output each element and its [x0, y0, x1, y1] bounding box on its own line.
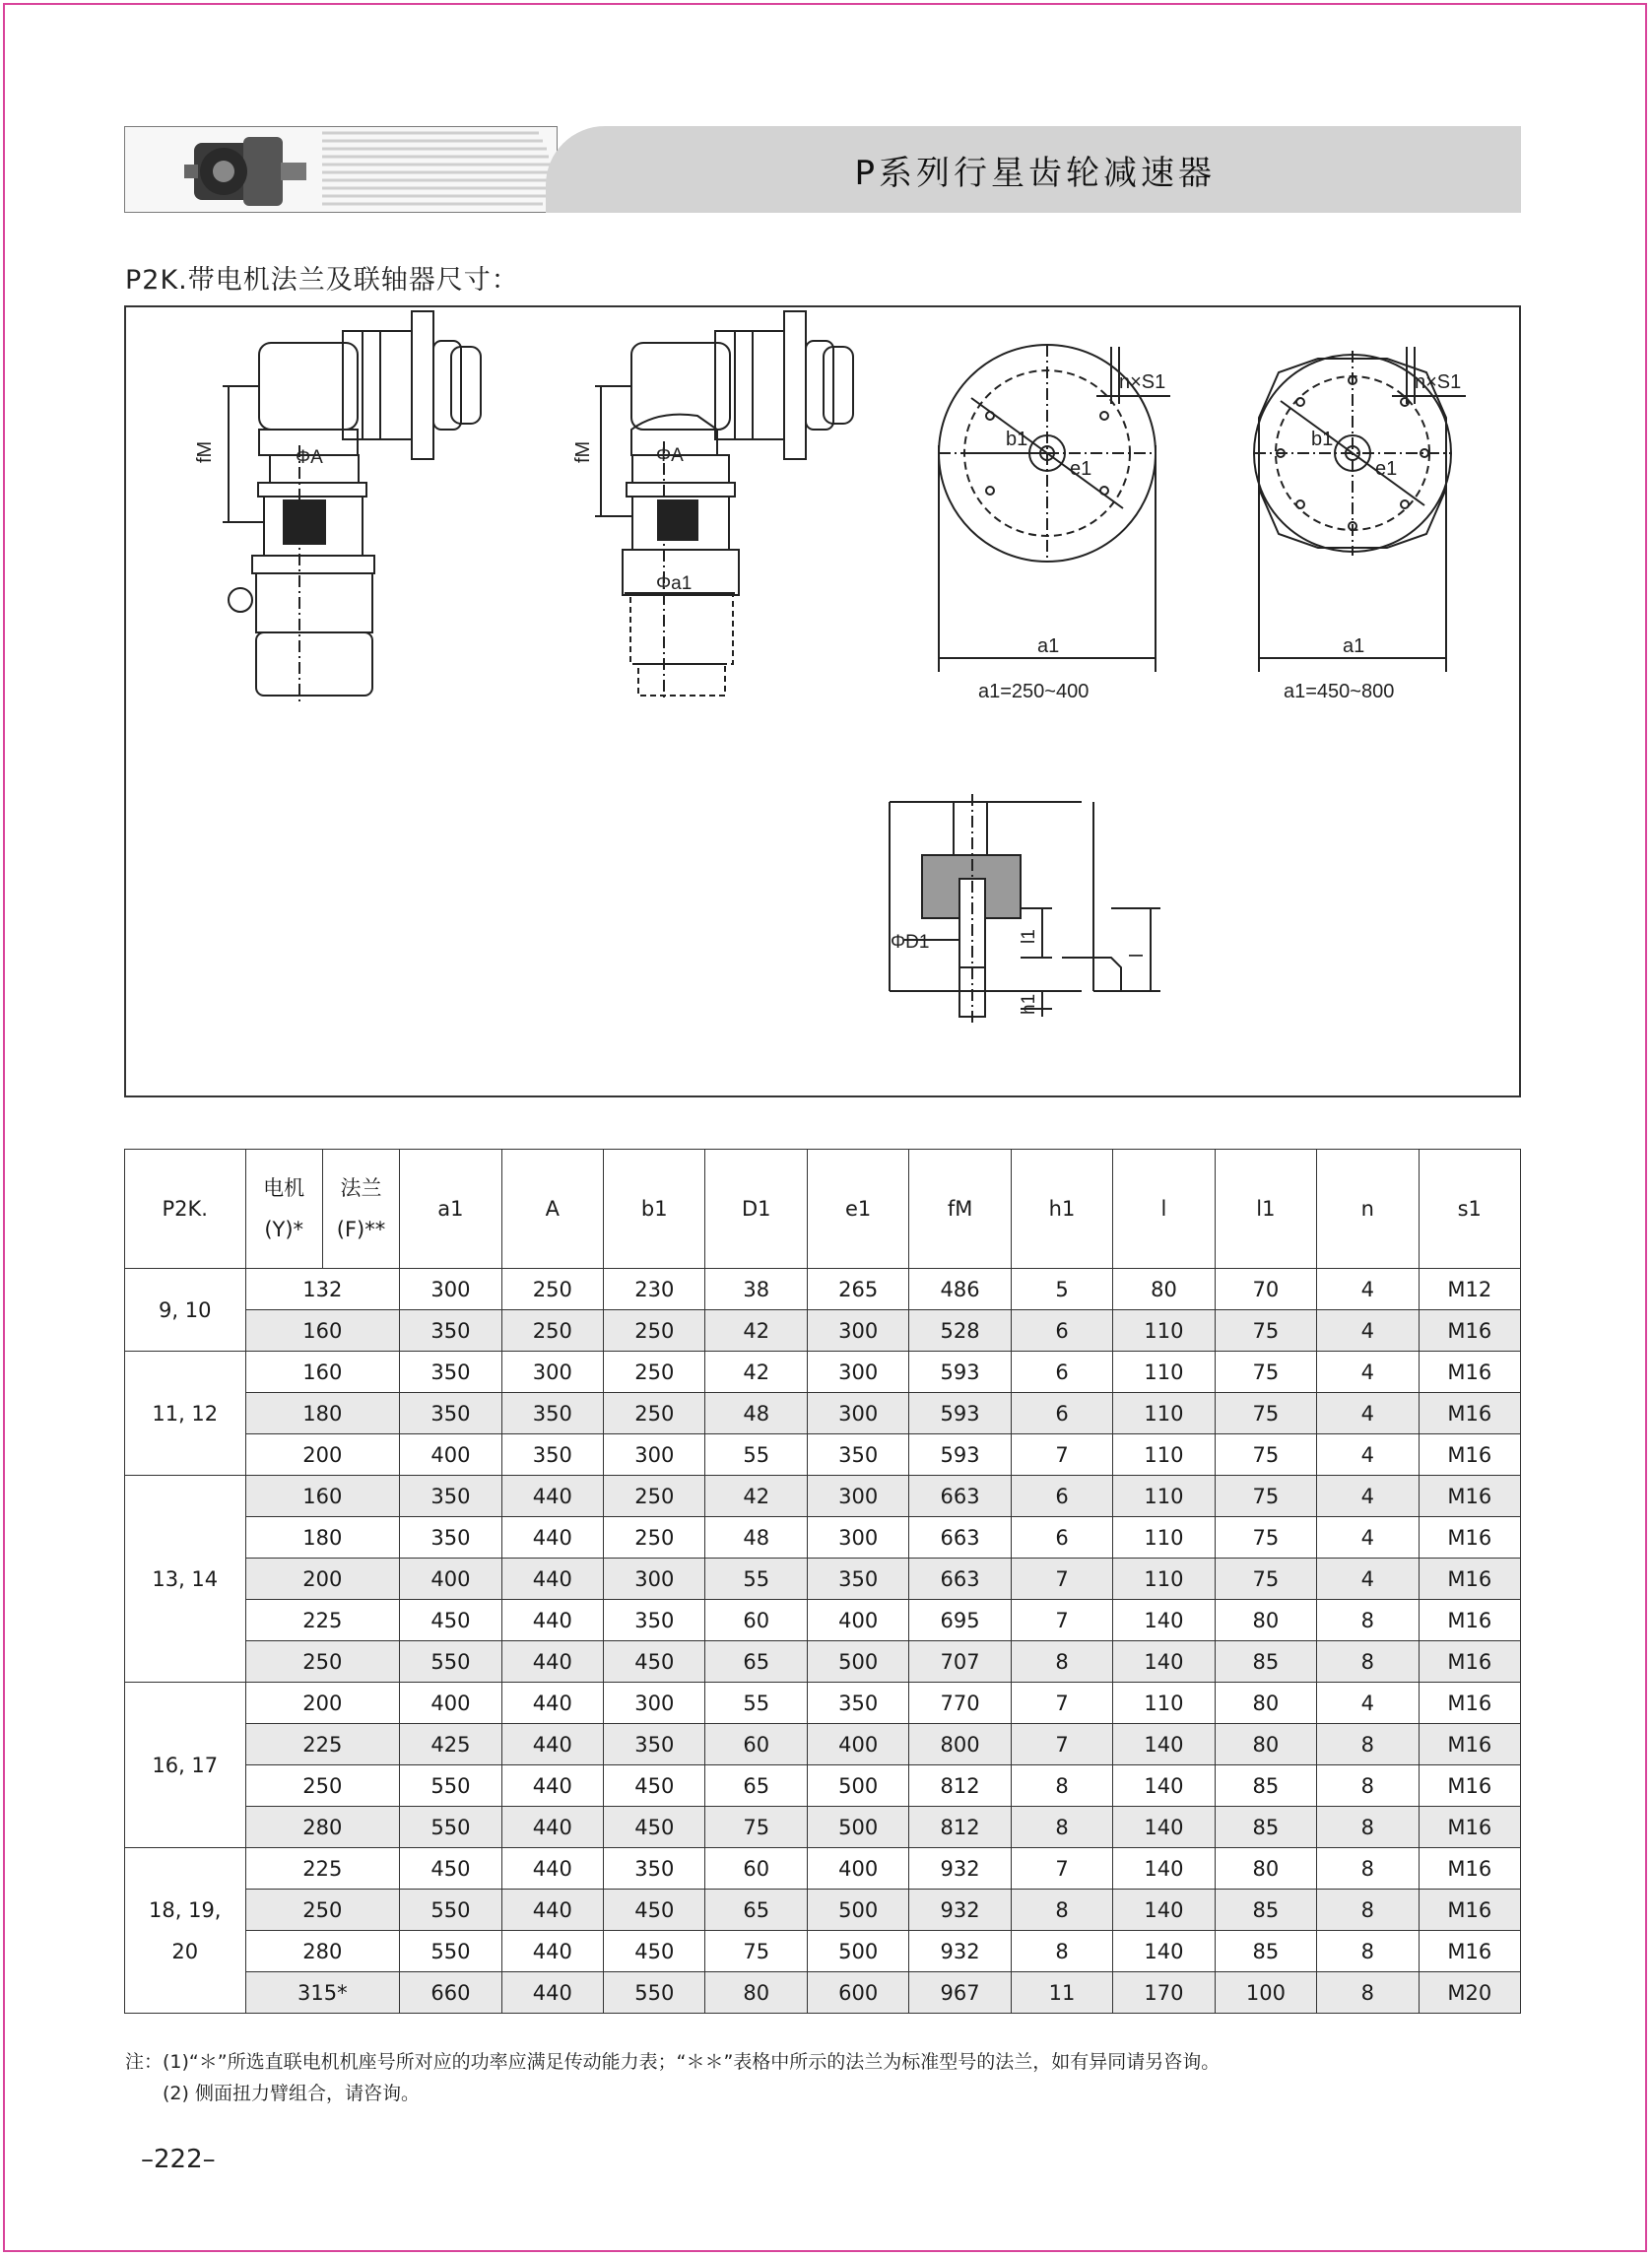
e1-label-2: e1: [1375, 458, 1398, 480]
value-cell: 4: [1317, 1269, 1419, 1310]
value-cell: 140: [1113, 1807, 1215, 1848]
value-cell: 75: [1215, 1434, 1316, 1476]
value-cell: 350: [400, 1352, 501, 1393]
value-cell: 350: [604, 1600, 705, 1641]
value-cell: 500: [807, 1931, 908, 1972]
value-cell: 350: [400, 1476, 501, 1517]
value-cell: M16: [1419, 1393, 1520, 1434]
value-cell: 8: [1317, 1600, 1419, 1641]
size-cell: 13, 14: [125, 1476, 246, 1683]
size-cell: 9, 10: [125, 1269, 246, 1352]
motor-frame-cell: 200: [245, 1559, 400, 1600]
size-cell: 16, 17: [125, 1683, 246, 1848]
header-flange: [322, 1150, 399, 1269]
motor-frame-cell: 160: [245, 1476, 400, 1517]
value-cell: 300: [604, 1434, 705, 1476]
coupling-detail-drawing: [890, 794, 1160, 1027]
value-cell: 8: [1317, 1931, 1419, 1972]
value-cell: 486: [909, 1269, 1011, 1310]
value-cell: 110: [1113, 1310, 1215, 1352]
value-cell: 140: [1113, 1931, 1215, 1972]
phid1-label: ΦD1: [891, 932, 930, 953]
notes: [125, 2046, 1220, 2109]
value-cell: 967: [909, 1972, 1011, 2014]
value-cell: 440: [501, 1683, 603, 1724]
table-row: [125, 1352, 1521, 1393]
value-cell: 38: [705, 1269, 807, 1310]
value-cell: 6: [1011, 1352, 1112, 1393]
value-cell: 110: [1113, 1393, 1215, 1434]
value-cell: 440: [501, 1848, 603, 1890]
value-cell: 85: [1215, 1890, 1316, 1931]
value-cell: 300: [604, 1559, 705, 1600]
value-cell: 800: [909, 1724, 1011, 1765]
value-cell: 250: [604, 1310, 705, 1352]
note-line-2: (2) 侧面扭力臂组合，请咨询。: [163, 2083, 420, 2104]
value-cell: 100: [1215, 1972, 1316, 2014]
e1-label-1: e1: [1070, 458, 1092, 480]
value-cell: 500: [807, 1765, 908, 1807]
value-cell: 140: [1113, 1765, 1215, 1807]
value-cell: 80: [705, 1972, 807, 2014]
header-flange-sub: (F)**: [336, 1218, 386, 1241]
motor-frame-cell: 225: [245, 1600, 400, 1641]
size-cell-line: 18, 19,: [149, 1897, 222, 1922]
value-cell: 593: [909, 1434, 1011, 1476]
value-cell: 110: [1113, 1434, 1215, 1476]
value-cell: M16: [1419, 1559, 1520, 1600]
value-cell: 110: [1113, 1517, 1215, 1559]
value-cell: M16: [1419, 1476, 1520, 1517]
value-cell: 350: [807, 1683, 908, 1724]
value-cell: 6: [1011, 1476, 1112, 1517]
note-line-1: 注：(1)“＊”所选直联电机机座号所对应的功率应满足传动能力表；“＊＊”表格中所示的法兰为标准型号的法兰，如有异同请另咨询。: [125, 2051, 1221, 2073]
value-cell: 350: [604, 1724, 705, 1765]
value-cell: 140: [1113, 1848, 1215, 1890]
value-cell: 75: [1215, 1476, 1316, 1517]
value-cell: 75: [1215, 1310, 1316, 1352]
value-cell: 230: [604, 1269, 705, 1310]
motor-frame-cell: 200: [245, 1683, 400, 1724]
value-cell: 707: [909, 1641, 1011, 1683]
value-cell: 8: [1011, 1641, 1112, 1683]
header-a1: a1: [400, 1150, 501, 1269]
value-cell: M16: [1419, 1517, 1520, 1559]
value-cell: 75: [705, 1931, 807, 1972]
motor-frame-cell: 280: [245, 1931, 400, 1972]
value-cell: 932: [909, 1848, 1011, 1890]
motor-frame-cell: 160: [245, 1352, 400, 1393]
header-product-image: [124, 126, 558, 213]
value-cell: 400: [807, 1600, 908, 1641]
value-cell: M16: [1419, 1807, 1520, 1848]
reducer-with-flange-drawing: [595, 311, 853, 701]
header-flange-label: 法兰: [340, 1176, 382, 1200]
value-cell: 7: [1011, 1600, 1112, 1641]
value-cell: 300: [807, 1352, 908, 1393]
motor-frame-cell: 225: [245, 1848, 400, 1890]
header-fm: fM: [909, 1150, 1011, 1269]
value-cell: 932: [909, 1931, 1011, 1972]
value-cell: 140: [1113, 1890, 1215, 1931]
value-cell: 140: [1113, 1724, 1215, 1765]
value-cell: 663: [909, 1517, 1011, 1559]
value-cell: 6: [1011, 1517, 1112, 1559]
value-cell: 7: [1011, 1724, 1112, 1765]
size-cell-line: 20: [171, 1939, 199, 1963]
value-cell: 770: [909, 1683, 1011, 1724]
value-cell: 140: [1113, 1641, 1215, 1683]
value-cell: 110: [1113, 1683, 1215, 1724]
phia-label-2: ΦA: [656, 445, 684, 466]
value-cell: 4: [1317, 1434, 1419, 1476]
value-cell: 8: [1317, 1765, 1419, 1807]
table-row: [125, 1765, 1521, 1807]
value-cell: 80: [1113, 1269, 1215, 1310]
value-cell: 695: [909, 1600, 1011, 1641]
motor-frame-cell: 315*: [245, 1972, 400, 2014]
value-cell: 80: [1215, 1848, 1316, 1890]
value-cell: 8: [1317, 1724, 1419, 1765]
value-cell: 250: [604, 1393, 705, 1434]
value-cell: 85: [1215, 1807, 1316, 1848]
fm-label-1: fM: [194, 440, 216, 463]
value-cell: 593: [909, 1352, 1011, 1393]
value-cell: 440: [501, 1931, 603, 1972]
value-cell: 11: [1011, 1972, 1112, 2014]
value-cell: 6: [1011, 1393, 1112, 1434]
value-cell: 48: [705, 1517, 807, 1559]
value-cell: 500: [807, 1890, 908, 1931]
value-cell: 663: [909, 1476, 1011, 1517]
header-h1: h1: [1011, 1150, 1112, 1269]
table-row: [125, 1559, 1521, 1600]
table-row: [125, 1972, 1521, 2014]
value-cell: 350: [400, 1517, 501, 1559]
value-cell: 425: [400, 1724, 501, 1765]
value-cell: M12: [1419, 1269, 1520, 1310]
value-cell: 7: [1011, 1559, 1112, 1600]
value-cell: 8: [1011, 1931, 1112, 1972]
value-cell: 450: [604, 1931, 705, 1972]
technical-drawing: [124, 305, 1521, 1097]
value-cell: 85: [1215, 1641, 1316, 1683]
l1-label: l1: [1019, 929, 1039, 944]
value-cell: 65: [705, 1641, 807, 1683]
value-cell: 5: [1011, 1269, 1112, 1310]
motor-frame-cell: 160: [245, 1310, 400, 1352]
value-cell: 812: [909, 1807, 1011, 1848]
value-cell: 350: [501, 1434, 603, 1476]
motor-frame-cell: 180: [245, 1393, 400, 1434]
value-cell: 48: [705, 1393, 807, 1434]
value-cell: 300: [604, 1683, 705, 1724]
motor-frame-cell: 250: [245, 1765, 400, 1807]
h1-label: h1: [1019, 993, 1039, 1015]
value-cell: 300: [400, 1269, 501, 1310]
value-cell: 8: [1317, 1972, 1419, 2014]
b1-label-2: b1: [1311, 429, 1334, 450]
value-cell: 440: [501, 1476, 603, 1517]
reducer-with-motor-drawing: [223, 311, 481, 701]
ns1-label-1: n×S1: [1119, 371, 1166, 393]
fm-label-2: fM: [572, 440, 594, 463]
value-cell: 170: [1113, 1972, 1215, 2014]
value-cell: 265: [807, 1269, 908, 1310]
value-cell: 450: [604, 1807, 705, 1848]
motor-frame-cell: 250: [245, 1641, 400, 1683]
value-cell: M16: [1419, 1683, 1520, 1724]
header-motor: [245, 1150, 322, 1269]
value-cell: 500: [807, 1641, 908, 1683]
ns1-label-2: n×S1: [1415, 371, 1462, 393]
table-row: [125, 1724, 1521, 1765]
value-cell: M16: [1419, 1765, 1520, 1807]
value-cell: 440: [501, 1724, 603, 1765]
value-cell: 140: [1113, 1600, 1215, 1641]
value-cell: 75: [1215, 1517, 1316, 1559]
value-cell: M16: [1419, 1848, 1520, 1890]
value-cell: 593: [909, 1393, 1011, 1434]
value-cell: 660: [400, 1972, 501, 2014]
table-row: [125, 1434, 1521, 1476]
value-cell: M16: [1419, 1641, 1520, 1683]
gearbox-photo-icon: [184, 137, 306, 206]
motor-frame-cell: 250: [245, 1890, 400, 1931]
value-cell: 550: [400, 1765, 501, 1807]
flange-view-small: [939, 345, 1170, 672]
value-cell: 440: [501, 1890, 603, 1931]
table-row: [125, 1807, 1521, 1848]
value-cell: M16: [1419, 1600, 1520, 1641]
table-row: [125, 1600, 1521, 1641]
table-row: [125, 1931, 1521, 1972]
value-cell: 350: [400, 1393, 501, 1434]
value-cell: M16: [1419, 1352, 1520, 1393]
value-cell: 55: [705, 1683, 807, 1724]
motor-frame-cell: 180: [245, 1517, 400, 1559]
header-d1: D1: [705, 1150, 807, 1269]
table-row: [125, 1641, 1521, 1683]
motor-frame-cell: 280: [245, 1807, 400, 1848]
value-cell: 932: [909, 1890, 1011, 1931]
value-cell: 4: [1317, 1559, 1419, 1600]
header-l: l: [1113, 1150, 1215, 1269]
value-cell: 7: [1011, 1683, 1112, 1724]
a1-label-1: a1: [1037, 635, 1060, 657]
value-cell: 300: [501, 1352, 603, 1393]
spec-table: [124, 1149, 1521, 2014]
value-cell: 300: [807, 1476, 908, 1517]
value-cell: 8: [1011, 1807, 1112, 1848]
value-cell: M20: [1419, 1972, 1520, 2014]
value-cell: 4: [1317, 1683, 1419, 1724]
table-row: [125, 1269, 1521, 1310]
value-cell: 400: [807, 1724, 908, 1765]
value-cell: 55: [705, 1559, 807, 1600]
motor-frame-cell: 225: [245, 1724, 400, 1765]
table-row: [125, 1683, 1521, 1724]
value-cell: 75: [1215, 1393, 1316, 1434]
value-cell: 350: [501, 1393, 603, 1434]
value-cell: 65: [705, 1890, 807, 1931]
value-cell: M16: [1419, 1434, 1520, 1476]
value-cell: 450: [604, 1765, 705, 1807]
table-header-row: [125, 1150, 1521, 1269]
page-number: –222–: [141, 2145, 216, 2174]
size-cell: [125, 1848, 246, 2014]
value-cell: 80: [1215, 1683, 1316, 1724]
value-cell: 550: [400, 1641, 501, 1683]
value-cell: 300: [807, 1517, 908, 1559]
phia1-label: Φa1: [656, 573, 693, 594]
value-cell: 300: [807, 1393, 908, 1434]
value-cell: 75: [1215, 1559, 1316, 1600]
value-cell: 110: [1113, 1352, 1215, 1393]
value-cell: 250: [604, 1476, 705, 1517]
value-cell: 250: [604, 1517, 705, 1559]
value-cell: 110: [1113, 1476, 1215, 1517]
value-cell: 440: [501, 1972, 603, 2014]
b1-label-1: b1: [1006, 429, 1028, 450]
value-cell: 7: [1011, 1434, 1112, 1476]
header-s1: s1: [1419, 1150, 1520, 1269]
value-cell: 4: [1317, 1352, 1419, 1393]
value-cell: 80: [1215, 1600, 1316, 1641]
value-cell: 450: [400, 1600, 501, 1641]
l-label: l: [1127, 953, 1148, 958]
table-row: [125, 1310, 1521, 1352]
value-cell: 440: [501, 1807, 603, 1848]
value-cell: 4: [1317, 1393, 1419, 1434]
header-motor-sub: (Y)*: [264, 1218, 304, 1241]
value-cell: 400: [400, 1683, 501, 1724]
value-cell: 350: [400, 1310, 501, 1352]
value-cell: 440: [501, 1517, 603, 1559]
value-cell: 440: [501, 1559, 603, 1600]
value-cell: 60: [705, 1848, 807, 1890]
value-cell: 350: [604, 1848, 705, 1890]
value-cell: 600: [807, 1972, 908, 2014]
value-cell: 250: [501, 1310, 603, 1352]
value-cell: M16: [1419, 1931, 1520, 1972]
header-l1: l1: [1215, 1150, 1316, 1269]
value-cell: 85: [1215, 1765, 1316, 1807]
value-cell: 75: [1215, 1352, 1316, 1393]
value-cell: 450: [604, 1641, 705, 1683]
value-cell: 440: [501, 1641, 603, 1683]
motor-frame-cell: 200: [245, 1434, 400, 1476]
header-p2k: P2K.: [125, 1150, 246, 1269]
value-cell: 550: [400, 1807, 501, 1848]
section-title: P2K.带电机法兰及联轴器尺寸：: [125, 265, 519, 296]
header-e1: e1: [807, 1150, 908, 1269]
value-cell: 528: [909, 1310, 1011, 1352]
value-cell: 550: [604, 1972, 705, 2014]
value-cell: 550: [400, 1890, 501, 1931]
table-row: [125, 1517, 1521, 1559]
value-cell: 65: [705, 1765, 807, 1807]
value-cell: 8: [1317, 1890, 1419, 1931]
header-motor-label: 电机: [263, 1176, 305, 1200]
value-cell: 8: [1011, 1765, 1112, 1807]
value-cell: 812: [909, 1765, 1011, 1807]
page-title: P系列行星齿轮减速器: [854, 154, 1216, 193]
value-cell: 8: [1317, 1641, 1419, 1683]
value-cell: 7: [1011, 1848, 1112, 1890]
header-A: A: [501, 1150, 603, 1269]
range-label-1: a1=250~400: [978, 681, 1090, 702]
motor-frame-cell: 132: [245, 1269, 400, 1310]
value-cell: 4: [1317, 1476, 1419, 1517]
value-cell: 400: [400, 1559, 501, 1600]
header-n: n: [1317, 1150, 1419, 1269]
value-cell: 4: [1317, 1517, 1419, 1559]
value-cell: 663: [909, 1559, 1011, 1600]
value-cell: 4: [1317, 1310, 1419, 1352]
table-row: [125, 1890, 1521, 1931]
value-cell: 8: [1317, 1807, 1419, 1848]
value-cell: 450: [400, 1848, 501, 1890]
value-cell: 85: [1215, 1931, 1316, 1972]
value-cell: 400: [807, 1848, 908, 1890]
value-cell: 42: [705, 1352, 807, 1393]
value-cell: 440: [501, 1765, 603, 1807]
value-cell: 350: [807, 1434, 908, 1476]
value-cell: 8: [1011, 1890, 1112, 1931]
value-cell: 60: [705, 1600, 807, 1641]
value-cell: 42: [705, 1310, 807, 1352]
value-cell: 450: [604, 1890, 705, 1931]
a1-label-2: a1: [1343, 635, 1365, 657]
value-cell: 250: [604, 1352, 705, 1393]
value-cell: 440: [501, 1600, 603, 1641]
table-row: [125, 1476, 1521, 1517]
value-cell: 250: [501, 1269, 603, 1310]
value-cell: M16: [1419, 1310, 1520, 1352]
table-row: [125, 1848, 1521, 1890]
value-cell: 350: [807, 1559, 908, 1600]
table-row: [125, 1393, 1521, 1434]
value-cell: 110: [1113, 1559, 1215, 1600]
value-cell: M16: [1419, 1890, 1520, 1931]
value-cell: 6: [1011, 1310, 1112, 1352]
range-label-2: a1=450~800: [1284, 681, 1395, 702]
value-cell: 80: [1215, 1724, 1316, 1765]
value-cell: 8: [1317, 1848, 1419, 1890]
value-cell: 300: [807, 1310, 908, 1352]
value-cell: 75: [705, 1807, 807, 1848]
value-cell: 400: [400, 1434, 501, 1476]
value-cell: 55: [705, 1434, 807, 1476]
size-cell: 11, 12: [125, 1352, 246, 1476]
value-cell: 70: [1215, 1269, 1316, 1310]
header-b1: b1: [604, 1150, 705, 1269]
phia-label-1: ΦA: [296, 447, 323, 468]
flange-view-large: [1254, 347, 1466, 672]
page-header: [124, 126, 1521, 213]
value-cell: 60: [705, 1724, 807, 1765]
value-cell: 550: [400, 1931, 501, 1972]
value-cell: M16: [1419, 1724, 1520, 1765]
value-cell: 42: [705, 1476, 807, 1517]
value-cell: 500: [807, 1807, 908, 1848]
